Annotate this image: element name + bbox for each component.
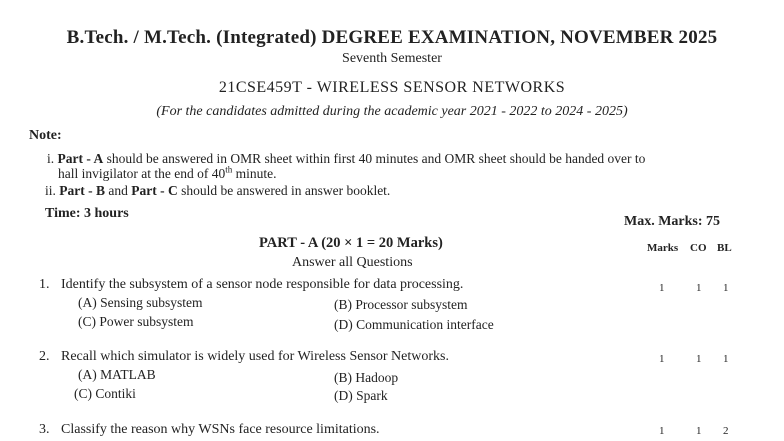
question-2-option-b: (B) Hadoop <box>334 370 399 385</box>
exam-title-text: B.Tech. / M.Tech. (Integrated) DEGREE EXAMINATION, NOVEMBER 2025 <box>66 27 718 48</box>
question-1-option-d: (D) Communication interface <box>334 317 494 332</box>
question-1-bl: 1 <box>723 282 729 294</box>
note-i-superscript: th <box>225 164 233 175</box>
question-1-number: 1. <box>39 277 50 292</box>
max-marks-label: Max. Marks: 75 <box>624 214 721 229</box>
exam-title <box>0 27 784 49</box>
column-header-co: CO <box>690 242 707 254</box>
question-3-marks: 1 <box>659 425 665 437</box>
note-i-text-cont: hall invigilator at the end of 40 <box>58 166 226 181</box>
course-title: 21CSE459T - WIRELESS SENSOR NETWORKS <box>218 79 566 96</box>
time-label: Time: 3 hours <box>45 206 129 221</box>
question-2-option-d: (D) Spark <box>334 388 388 403</box>
note-i-text-end: minute. <box>235 166 277 181</box>
note-item-i-continued <box>58 166 276 182</box>
part-a-instruction: Answer all Questions <box>292 255 413 270</box>
question-1-text: Identify the subsystem of a sensor node responsible for data processing. <box>61 277 464 292</box>
question-1-option-a: (A) Sensing subsystem <box>78 295 203 310</box>
question-2-text: Recall which simulator is widely used for Wireless Sensor Networks. <box>61 349 449 364</box>
question-1-co: 1 <box>696 282 702 294</box>
question-3-bl: 2 <box>723 425 729 437</box>
question-1-marks: 1 <box>659 282 665 294</box>
question-2-number: 2. <box>39 349 50 364</box>
column-header-marks: Marks <box>647 242 679 254</box>
note-i-text: should be answered in OMR sheet within first 40 minutes and OMR sheet should be handed over to <box>106 151 646 166</box>
note-i-number: i. <box>47 151 55 166</box>
part-a-heading: PART - A (20 × 1 = 20 Marks) <box>259 235 443 251</box>
column-header-bl: BL <box>717 242 732 254</box>
semester-label: Seventh Semester <box>342 51 442 66</box>
question-1-option-b: (B) Processor subsystem <box>334 297 468 312</box>
note-i-part: Part - A <box>57 151 104 166</box>
note-ii-text: should be answered in answer booklet. <box>181 183 391 198</box>
question-2-option-c: (C) Contiki <box>74 386 136 401</box>
note-ii-number: ii. <box>45 183 56 198</box>
question-2-marks: 1 <box>659 353 665 365</box>
question-1-option-c: (C) Power subsystem <box>78 314 194 329</box>
note-ii-part-c: Part - C <box>131 183 178 198</box>
note-item-ii <box>45 183 390 199</box>
question-3-co: 1 <box>696 425 702 437</box>
question-2-bl: 1 <box>723 353 729 365</box>
question-2-option-a: (A) MATLAB <box>78 367 156 382</box>
question-2-co: 1 <box>696 353 702 365</box>
note-ii-part-b: Part - B <box>59 183 105 198</box>
note-item-i <box>47 151 645 167</box>
question-3-text: Classify the reason why WSNs face resource limitations. <box>61 422 380 437</box>
note-ii-and: and <box>108 183 128 198</box>
eligibility-note: (For the candidates admitted during the academic year 2021 - 2022 to 2024 - 2025) <box>156 104 628 119</box>
note-heading: Note: <box>29 128 62 143</box>
question-3-number: 3. <box>39 422 50 437</box>
